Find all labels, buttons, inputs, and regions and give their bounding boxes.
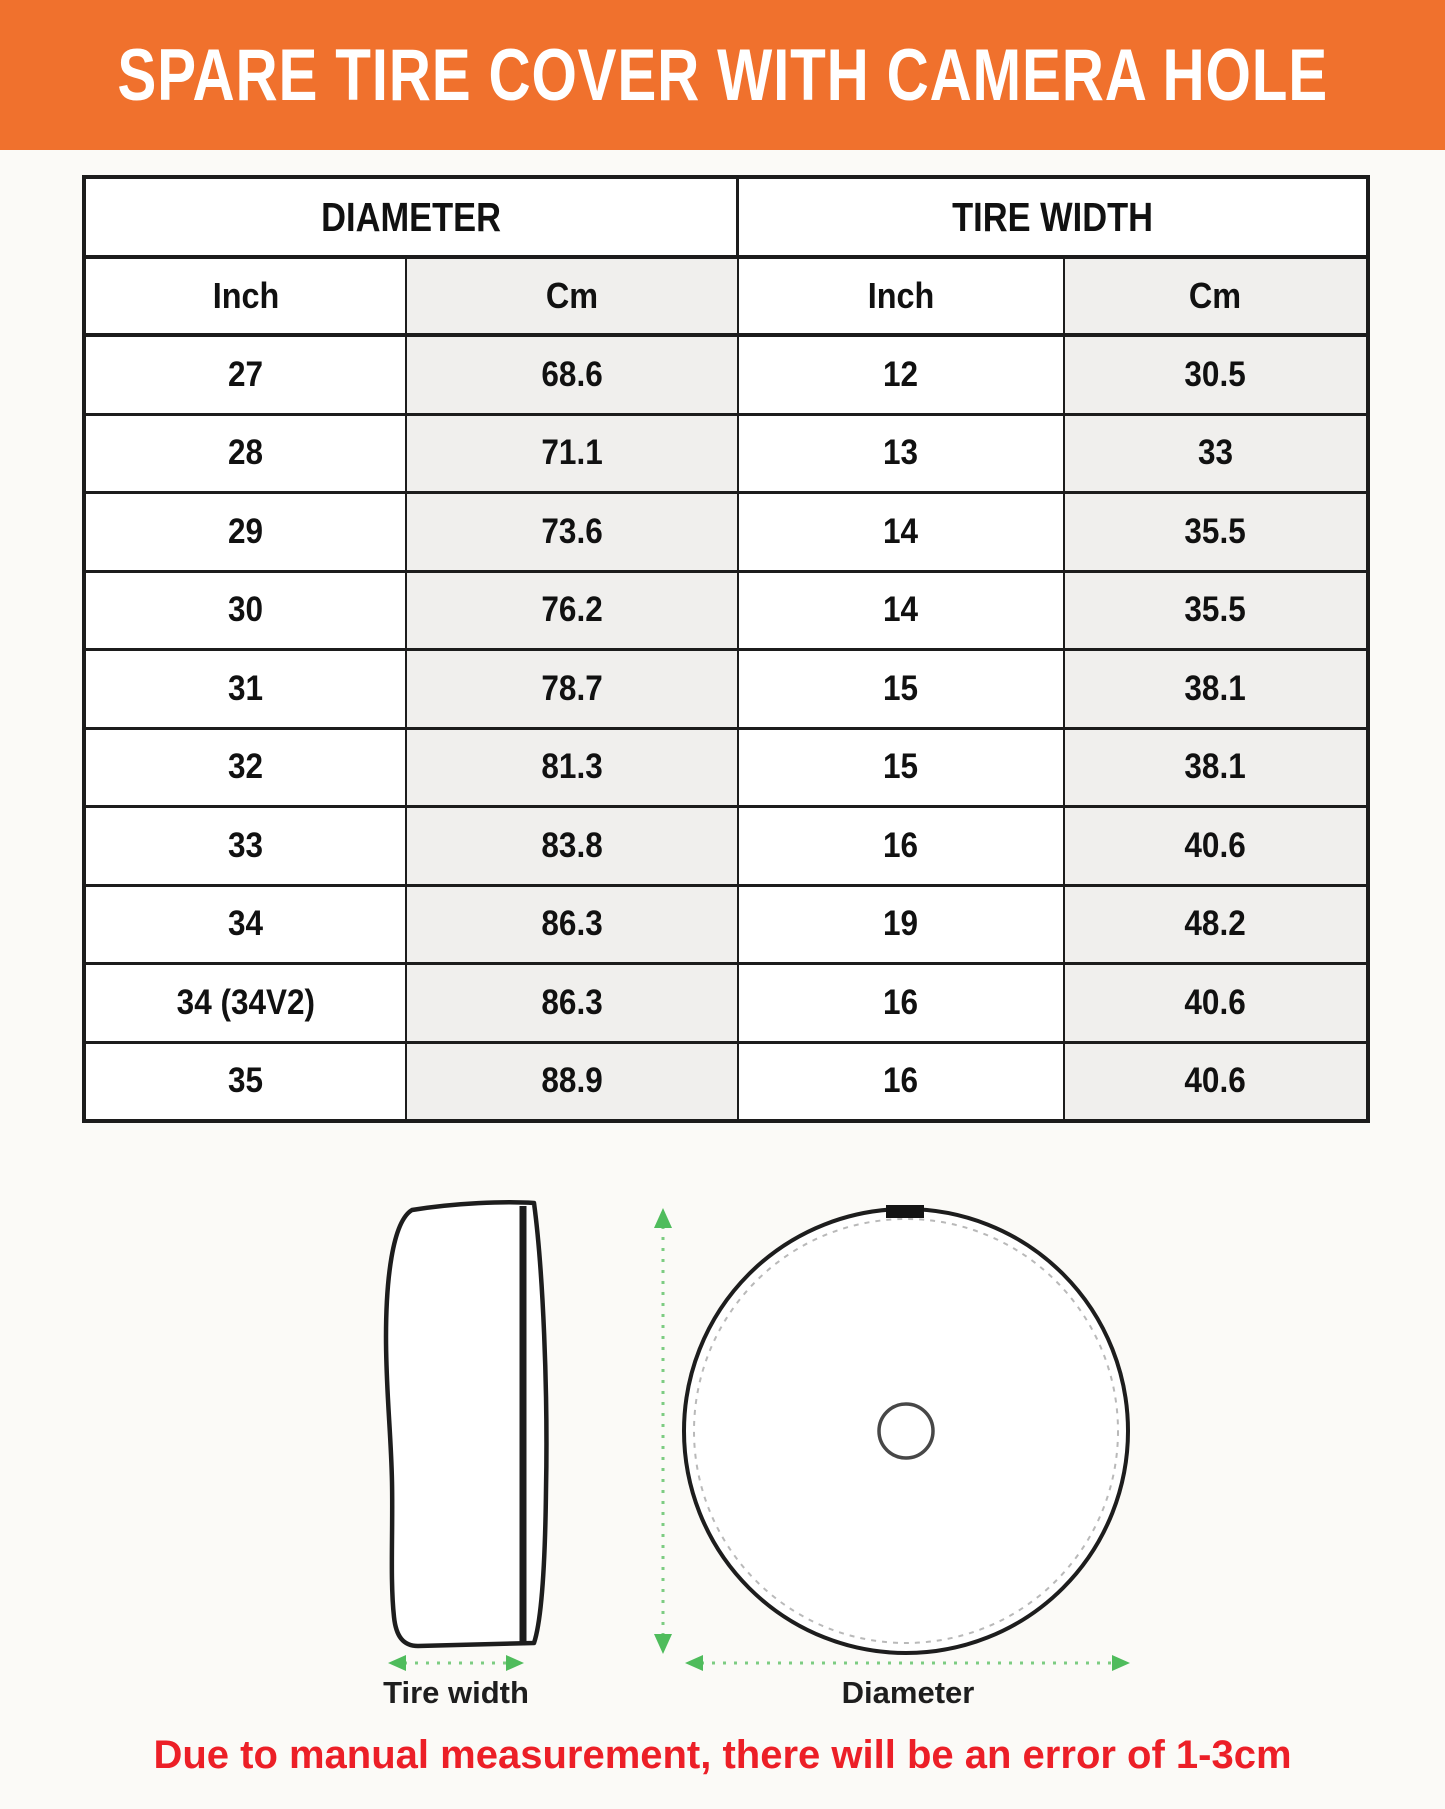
- table-cell: 38.1: [1064, 650, 1368, 729]
- table-cell: 30: [84, 571, 406, 650]
- table-cell: 16: [738, 964, 1064, 1043]
- vertical-dimension-arrow: [654, 1208, 672, 1654]
- table-row: [84, 493, 1368, 572]
- table-cell: 32: [84, 728, 406, 807]
- table-cell: 35.5: [1064, 493, 1368, 572]
- subheader-diameter-cm: Cm: [406, 257, 737, 335]
- table-cell: 16: [738, 1042, 1064, 1121]
- table-cell: 73.6: [406, 493, 737, 572]
- table-cell: 30.5: [1064, 335, 1368, 414]
- table-cell: 81.3: [406, 728, 737, 807]
- table-cell: 86.3: [406, 964, 737, 1043]
- table-cell: 29: [84, 493, 406, 572]
- table-cell: 34 (34V2): [84, 964, 406, 1043]
- size-chart-body: [84, 335, 1368, 1121]
- table-cell: 68.6: [406, 335, 737, 414]
- table-cell: 76.2: [406, 571, 737, 650]
- table-cell: 86.3: [406, 885, 737, 964]
- table-row: [84, 885, 1368, 964]
- table-cell: 14: [738, 493, 1064, 572]
- table-cell: 13: [738, 414, 1064, 493]
- table-cell: 40.6: [1064, 1042, 1368, 1121]
- table-cell: 40.6: [1064, 807, 1368, 886]
- column-group-tire-width: TIRE WIDTH: [738, 177, 1368, 257]
- table-cell: 88.9: [406, 1042, 737, 1121]
- tire-diagram: [0, 1150, 1445, 1809]
- table-cell: 34: [84, 885, 406, 964]
- table-row: [84, 1042, 1368, 1121]
- table-cell: 12: [738, 335, 1064, 414]
- diameter-label: Diameter: [841, 1675, 975, 1710]
- table-cell: 38.1: [1064, 728, 1368, 807]
- table-cell: 27: [84, 335, 406, 414]
- table-cell: 19: [738, 885, 1064, 964]
- tire-front-view: [684, 1205, 1128, 1653]
- subheader-diameter-inch: Inch: [84, 257, 406, 335]
- tire-side-view: [386, 1202, 546, 1646]
- measurement-disclaimer: Due to manual measurement, there will be an error of 1-3cm: [153, 1733, 1292, 1777]
- table-cell: 40.6: [1064, 964, 1368, 1043]
- camera-hole: [879, 1404, 933, 1458]
- table-row: [84, 650, 1368, 729]
- table-cell: 15: [738, 650, 1064, 729]
- table-cell: 14: [738, 571, 1064, 650]
- tire-diagram-drawing: [0, 1150, 1445, 1809]
- table-row: [84, 335, 1368, 414]
- table-cell: 35.5: [1064, 571, 1368, 650]
- table-cell: 15: [738, 728, 1064, 807]
- table-cell: 48.2: [1064, 885, 1368, 964]
- table-row: [84, 964, 1368, 1043]
- group-header-row: [84, 177, 1368, 257]
- table-row: [84, 807, 1368, 886]
- table-cell: 83.8: [406, 807, 737, 886]
- sub-header-row: [84, 257, 1368, 335]
- subheader-width-inch: Inch: [738, 257, 1064, 335]
- table-cell: 28: [84, 414, 406, 493]
- table-cell: 16: [738, 807, 1064, 886]
- table-row: [84, 571, 1368, 650]
- table-cell: 33: [1064, 414, 1368, 493]
- column-group-diameter: DIAMETER: [84, 177, 738, 257]
- size-chart-table: [82, 175, 1370, 1123]
- table-row: [84, 414, 1368, 493]
- page-title: SPARE TIRE COVER WITH CAMERA HOLE: [117, 34, 1328, 116]
- tire-width-label: Tire width: [383, 1675, 529, 1710]
- table-cell: 71.1: [406, 414, 737, 493]
- table-cell: 35: [84, 1042, 406, 1121]
- strap-marker: [886, 1205, 924, 1218]
- table-cell: 78.7: [406, 650, 737, 729]
- table-cell: 31: [84, 650, 406, 729]
- diameter-arrow: [685, 1655, 1130, 1671]
- table-row: [84, 728, 1368, 807]
- header-banner: [0, 0, 1445, 150]
- table-cell: 33: [84, 807, 406, 886]
- tire-width-arrow: [388, 1655, 524, 1671]
- subheader-width-cm: Cm: [1064, 257, 1368, 335]
